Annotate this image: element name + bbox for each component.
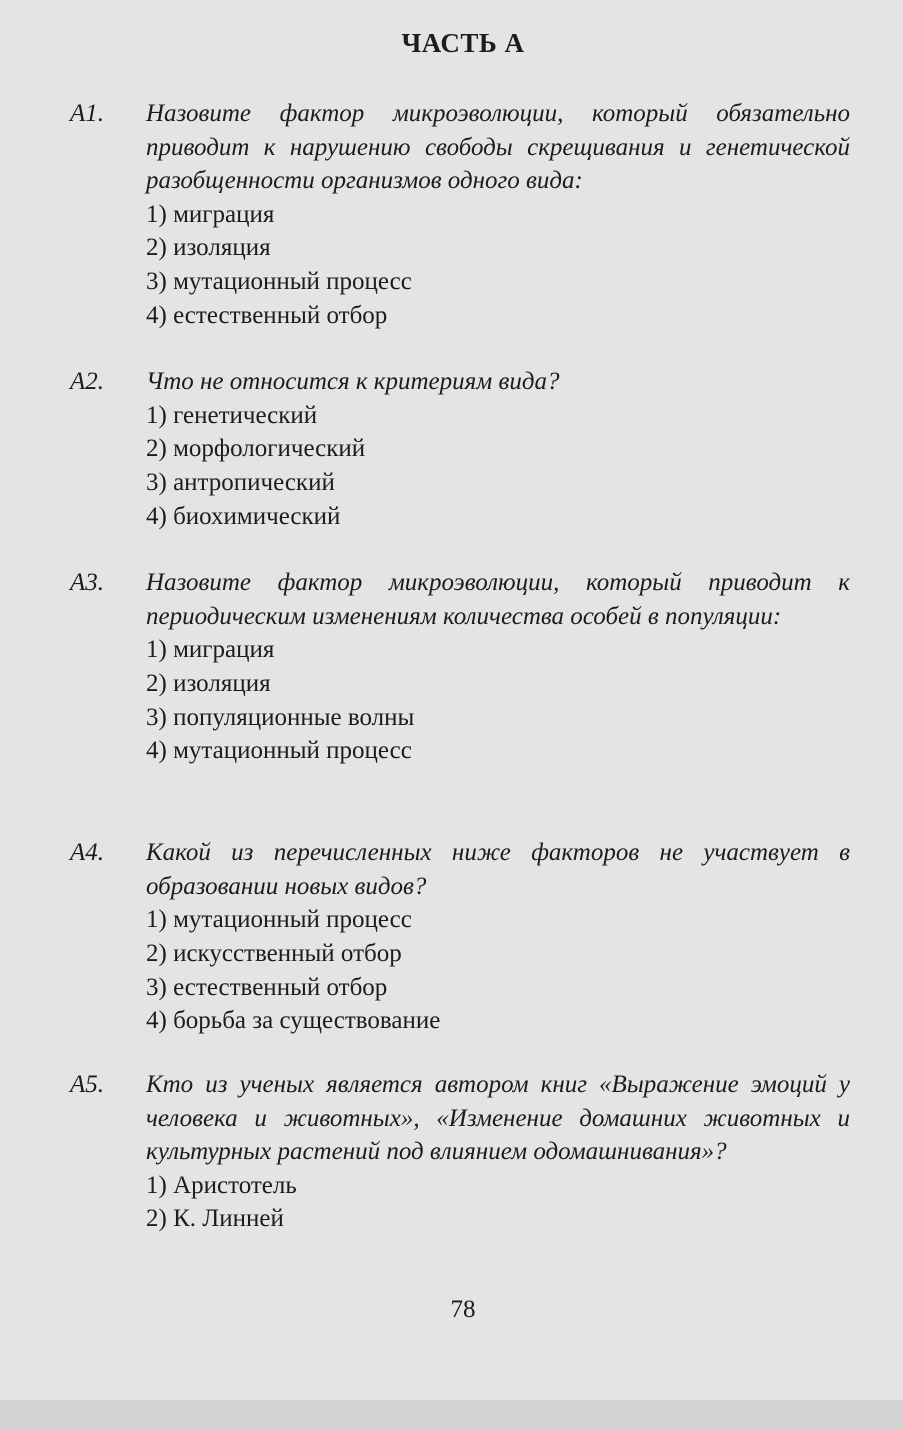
question-text: Какой из перечисленных ниже факторов не участвует в образовании новых видов? (146, 839, 850, 900)
question-number: А1. (70, 100, 105, 127)
question-number: А3. (70, 569, 105, 596)
option-item: 3) естественный отбор (146, 973, 388, 1001)
options-list (146, 399, 850, 534)
option-item: 2) изоляция (146, 669, 271, 697)
options-list (146, 903, 850, 1038)
question-number: А2. (70, 368, 105, 395)
option-item: 1) миграция (146, 636, 275, 663)
option-item: 3) мутационный процесс (146, 268, 412, 296)
question-number: А5. (70, 1071, 105, 1098)
question-a4 (70, 836, 850, 1038)
option-item: 2) К. Линней (146, 1205, 284, 1233)
option-item: 1) миграция (146, 200, 275, 228)
page-number: 78 (450, 1296, 476, 1323)
option-item: 2) искусственный отбор (146, 939, 402, 967)
question-text: Кто из ученых является автором книг «Выражение эмоций у человека и животных», «Изменение домашних животных и культурных растений под влиянием одомашнивания»? (146, 1071, 850, 1165)
options-list (146, 198, 850, 333)
option-item: 1) мутационный процесс (146, 906, 412, 933)
scan-bottom-edge (0, 1400, 903, 1430)
option-item: 3) антропический (146, 469, 335, 497)
question-a1 (70, 97, 850, 333)
option-item: 3) популяционные волны (146, 703, 415, 731)
options-list (146, 633, 850, 768)
question-text: Назовите фактор микроэволюции, который обязательно приводит к нарушению свободы скрещивания и генетической разобщенности организмов одного вида: (146, 100, 850, 194)
question-a5 (70, 1068, 850, 1236)
part-title: ЧАСТЬ А (401, 28, 525, 58)
option-item: 4) естественный отбор (146, 301, 388, 329)
question-text: Назовите фактор микроэволюции, который приводит к периодическим изменениям количества особей в популяции: (146, 569, 850, 630)
options-list (146, 1169, 850, 1237)
question-a2 (70, 365, 850, 534)
option-item: 2) морфологический (146, 435, 366, 463)
question-a3 (70, 566, 850, 768)
option-item: 4) мутационный процесс (146, 737, 412, 765)
question-number: А4. (70, 839, 105, 866)
option-item: 1) генетический (146, 401, 318, 429)
option-item: 2) изоляция (146, 234, 271, 262)
option-item: 4) биохимический (146, 502, 341, 530)
option-item: 1) Аристотель (146, 1171, 297, 1199)
question-text: Что не относится к критериям вида? (146, 368, 560, 395)
option-item: 4) борьба за существование (146, 1007, 441, 1035)
